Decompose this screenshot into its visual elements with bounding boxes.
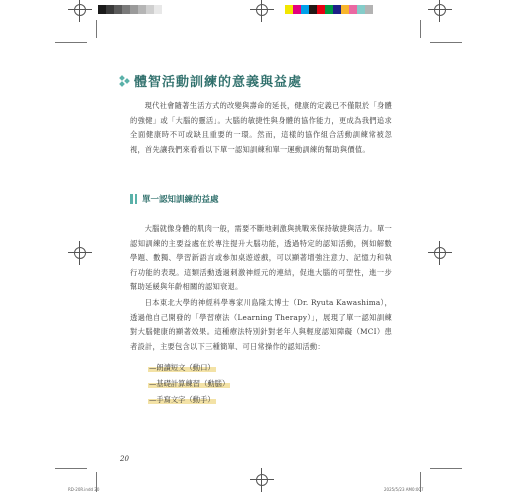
- color-swatch: [317, 5, 325, 14]
- color-swatch: [285, 5, 293, 14]
- crop-mark: [55, 468, 87, 469]
- crop-mark: [430, 42, 462, 43]
- crop-mark: [55, 42, 87, 43]
- color-swatch: [301, 5, 309, 14]
- color-swatch: [357, 5, 365, 14]
- list-item: [148, 360, 230, 376]
- activity-list: [148, 360, 230, 408]
- registration-mark-top-right: [432, 2, 448, 18]
- page-number: 20: [120, 455, 129, 463]
- list-item: [148, 392, 230, 408]
- paragraph-text: 日本東北大學的神經科學專家川島隆太博士（Dr. Ryuta Kawashima），透過他自己開發的「學習療法（Learning Therapy）」，展現了單一認知訓練對大腦健康的顯著效果。這種療法特別針對老年人與輕度認知障礙（MCI）患者設計，主要包含以下三種簡單、可日常操作的認知活動：: [130, 298, 392, 351]
- color-swatch: [333, 5, 341, 14]
- list-item-text: —手寫文字（動手）: [149, 395, 215, 404]
- registration-mark-top-center: [254, 2, 270, 18]
- color-swatch: [293, 5, 301, 14]
- list-item: [148, 376, 230, 392]
- diamond-cluster-icon: [120, 76, 130, 86]
- intro-paragraph: [130, 99, 392, 157]
- registration-mark-left: [72, 245, 88, 261]
- crop-mark: [430, 468, 462, 469]
- footer-timestamp: 2025/5/23 AM0:007: [384, 487, 424, 492]
- footer-file-info: RD-20R.indd 20: [68, 487, 100, 492]
- registration-mark-top-left: [72, 2, 88, 18]
- color-swatch: [114, 5, 122, 14]
- list-item-text: —朗讀短文（動口）: [149, 363, 215, 372]
- color-swatch: [365, 5, 373, 14]
- intro-text: 現代社會隨著生活方式的改變與壽命的延長，健康的定義已不僅限於「身體的強健」或「大腦的靈活」。大腦的敏捷性與身體的協作能力，更成為我們追求全面健康時不可或缺且重要的一環。然而，這樣的協作組合活動訓練常被忽視，首先讓我們來看看以下單一認知訓練和單一運動訓練的幫助與價值。: [130, 101, 392, 154]
- body-paragraph-1: [130, 222, 392, 295]
- chapter-heading: [120, 71, 302, 90]
- color-swatch: [138, 5, 146, 14]
- section-marker-icon-secondary: [135, 194, 137, 204]
- section-marker-icon: [130, 194, 133, 204]
- color-swatch: [130, 5, 138, 14]
- registration-mark-right: [432, 245, 448, 261]
- color-calibration-strip: [285, 5, 381, 14]
- color-swatch: [349, 5, 357, 14]
- grayscale-calibration-strip: [98, 5, 162, 14]
- color-swatch: [122, 5, 130, 14]
- crop-mark: [420, 20, 421, 38]
- list-item-text: —基礎計算練習（動腦）: [149, 379, 230, 388]
- body-paragraph-2: [130, 296, 392, 354]
- crop-mark: [96, 20, 97, 38]
- color-swatch: [106, 5, 114, 14]
- color-swatch: [146, 5, 154, 14]
- color-swatch: [98, 5, 106, 14]
- page-title: 體智活動訓練的意義與益處: [134, 75, 303, 90]
- paragraph-text: 大腦就像身體的肌肉一般，需要不斷地刺激與挑戰來保持敏捷與活力。單一認知訓練的主要益處在於專注提升大腦功能，透過特定的認知活動，例如解數學題、數獨、學習新語言或參加桌遊遊戲，可以顯著增強注意力、記憶力和執行功能的表現。這類活動透過刺激神經元的連結，促進大腦的可塑性，進一步幫助延緩與年齡相關的認知衰退。: [130, 224, 392, 292]
- registration-mark-bottom-center: [254, 472, 270, 488]
- color-swatch: [325, 5, 333, 14]
- color-swatch: [373, 5, 381, 14]
- color-swatch: [341, 5, 349, 14]
- color-swatch: [154, 5, 162, 14]
- color-swatch: [309, 5, 317, 14]
- section-heading: [130, 193, 219, 205]
- section-title: 單一認知訓練的益處: [142, 195, 219, 205]
